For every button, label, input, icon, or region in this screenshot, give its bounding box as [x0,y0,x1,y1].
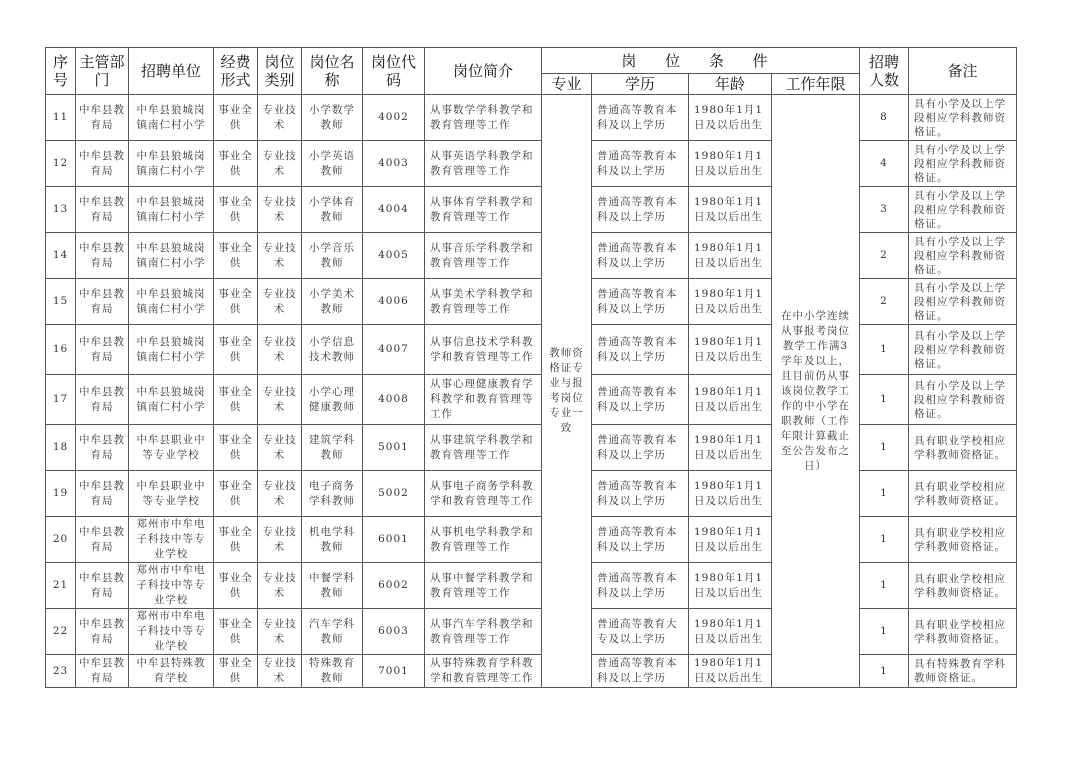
cell-remark: 具有职业学校相应学科教师资格证。 [909,425,1017,471]
table-row [46,471,1017,517]
cell-education: 普通高等教育本科及以上学历 [592,471,689,517]
cell-count: 1 [860,471,909,517]
cell-funding: 事业全供 [214,563,258,609]
cell-no: 19 [46,471,76,517]
cell-unit: 中牟县狼城岗镇南仁村小学 [129,187,214,233]
cell-dept: 中牟县教育局 [76,95,129,141]
cell-position-name: 小学心理健康教师 [302,375,363,425]
cell-age: 1980年1月1日及以后出生 [689,279,772,325]
header-unit: 招聘单位 [129,48,214,95]
cell-intro: 从事中餐学科教学和教育管理等工作 [425,563,542,609]
header-work-years: 工作年限 [772,74,860,95]
cell-count: 4 [860,141,909,187]
cell-intro: 从事音乐学科教学和教育管理等工作 [425,233,542,279]
cell-dept: 中牟县教育局 [76,279,129,325]
table-row [46,425,1017,471]
cell-code: 4008 [363,375,425,425]
cell-position-name: 特殊教育教师 [302,655,363,688]
cell-position-name: 小学英语教师 [302,141,363,187]
cell-unit: 中牟县狼城岗镇南仁村小学 [129,279,214,325]
cell-education: 普通高等教育本科及以上学历 [592,425,689,471]
cell-education: 普通高等教育本科及以上学历 [592,95,689,141]
cell-category: 专业技术 [258,279,302,325]
cell-funding: 事业全供 [214,609,258,655]
cell-no: 14 [46,233,76,279]
cell-remark: 具有职业学校相应学科教师资格证。 [909,609,1017,655]
table-row [46,655,1017,688]
cell-intro: 从事心理健康教育学科教学和教育管理等工作 [425,375,542,425]
cell-no: 15 [46,279,76,325]
cell-unit: 郑州市中牟电子科技中等专业学校 [129,563,214,609]
cell-education: 普通高等教育本科及以上学历 [592,655,689,688]
cell-position-name: 小学数学教师 [302,95,363,141]
cell-count: 1 [860,425,909,471]
cell-category: 专业技术 [258,425,302,471]
header-code: 岗位代码 [363,48,425,95]
cell-dept: 中牟县教育局 [76,471,129,517]
cell-position-name: 建筑学科教师 [302,425,363,471]
cell-remark: 具有职业学校相应学科教师资格证。 [909,517,1017,563]
cell-funding: 事业全供 [214,425,258,471]
cell-count: 2 [860,233,909,279]
cell-dept: 中牟县教育局 [76,325,129,375]
cell-code: 4002 [363,95,425,141]
cell-count: 1 [860,517,909,563]
cell-work-years-merged: 在中小学连续从事报考岗位教学工作满3学年及以上，且目前仍从事该岗位教学工作的中小学在职教师（工作年限计算截止至公告发布之日） [772,95,860,688]
cell-category: 专业技术 [258,233,302,279]
cell-age: 1980年1月1日及以后出生 [689,233,772,279]
cell-no: 17 [46,375,76,425]
header-age: 年龄 [689,74,772,95]
cell-code: 5002 [363,471,425,517]
header-dept: 主管部门 [76,48,129,95]
table-row [46,517,1017,563]
cell-code: 4003 [363,141,425,187]
header-remark: 备注 [909,48,1017,95]
table-row [46,141,1017,187]
table-row [46,375,1017,425]
cell-intro: 从事特殊教育学科教学和教育管理等工作 [425,655,542,688]
cell-dept: 中牟县教育局 [76,187,129,233]
cell-education: 普通高等教育本科及以上学历 [592,233,689,279]
cell-no: 13 [46,187,76,233]
cell-age: 1980年1月1日及以后出生 [689,609,772,655]
cell-major-merged: 教师资格证专业与报考岗位专业一致 [542,95,592,688]
cell-remark: 具有小学及以上学段相应学科教师资格证。 [909,279,1017,325]
cell-no: 16 [46,325,76,375]
cell-category: 专业技术 [258,95,302,141]
cell-age: 1980年1月1日及以后出生 [689,563,772,609]
cell-funding: 事业全供 [214,187,258,233]
cell-remark: 具有小学及以上学段相应学科教师资格证。 [909,375,1017,425]
cell-education: 普通高等教育本科及以上学历 [592,375,689,425]
cell-funding: 事业全供 [214,471,258,517]
cell-position-name: 小学体育教师 [302,187,363,233]
cell-category: 专业技术 [258,609,302,655]
cell-unit: 中牟县狼城岗镇南仁村小学 [129,233,214,279]
cell-count: 1 [860,609,909,655]
cell-code: 4004 [363,187,425,233]
cell-dept: 中牟县教育局 [76,655,129,688]
cell-intro: 从事建筑学科教学和教育管理等工作 [425,425,542,471]
cell-dept: 中牟县教育局 [76,233,129,279]
table-body [46,95,1017,688]
cell-funding: 事业全供 [214,517,258,563]
table-row [46,563,1017,609]
cell-count: 1 [860,375,909,425]
cell-category: 专业技术 [258,471,302,517]
cell-remark: 具有小学及以上学段相应学科教师资格证。 [909,233,1017,279]
cell-no: 12 [46,141,76,187]
cell-education: 普通高等教育本科及以上学历 [592,563,689,609]
cell-age: 1980年1月1日及以后出生 [689,471,772,517]
header-count: 招聘人数 [860,48,909,95]
cell-dept: 中牟县教育局 [76,563,129,609]
cell-remark: 具有职业学校相应学科教师资格证。 [909,563,1017,609]
cell-intro: 从事美术学科教学和教育管理等工作 [425,279,542,325]
cell-unit: 中牟县职业中等专业学校 [129,471,214,517]
cell-no: 22 [46,609,76,655]
cell-code: 4007 [363,325,425,375]
cell-unit: 中牟县狼城岗镇南仁村小学 [129,95,214,141]
cell-intro: 从事机电学科教学和教育管理等工作 [425,517,542,563]
cell-age: 1980年1月1日及以后出生 [689,95,772,141]
cell-funding: 事业全供 [214,655,258,688]
cell-age: 1980年1月1日及以后出生 [689,187,772,233]
cell-unit: 郑州市中牟电子科技中等专业学校 [129,517,214,563]
cell-code: 7001 [363,655,425,688]
cell-unit: 中牟县狼城岗镇南仁村小学 [129,375,214,425]
table-row [46,279,1017,325]
cell-category: 专业技术 [258,141,302,187]
cell-position-name: 中餐学科教师 [302,563,363,609]
cell-unit: 中牟县狼城岗镇南仁村小学 [129,141,214,187]
cell-remark: 具有小学及以上学段相应学科教师资格证。 [909,187,1017,233]
cell-count: 1 [860,655,909,688]
cell-count: 3 [860,187,909,233]
cell-count: 1 [860,325,909,375]
cell-category: 专业技术 [258,325,302,375]
cell-dept: 中牟县教育局 [76,375,129,425]
cell-code: 4005 [363,233,425,279]
cell-unit: 中牟县特殊教育学校 [129,655,214,688]
table-header [46,48,1017,95]
cell-no: 18 [46,425,76,471]
cell-education: 普通高等教育本科及以上学历 [592,141,689,187]
cell-unit: 中牟县狼城岗镇南仁村小学 [129,325,214,375]
cell-position-name: 小学信息技术教师 [302,325,363,375]
header-intro: 岗位简介 [425,48,542,95]
header-major: 专业 [542,74,592,95]
cell-funding: 事业全供 [214,279,258,325]
cell-category: 专业技术 [258,563,302,609]
cell-funding: 事业全供 [214,95,258,141]
cell-category: 专业技术 [258,187,302,233]
cell-code: 6002 [363,563,425,609]
cell-remark: 具有小学及以上学段相应学科教师资格证。 [909,141,1017,187]
cell-age: 1980年1月1日及以后出生 [689,517,772,563]
cell-no: 21 [46,563,76,609]
cell-intro: 从事数学学科教学和教育管理等工作 [425,95,542,141]
cell-remark: 具有小学及以上学段相应学科教师资格证。 [909,325,1017,375]
cell-dept: 中牟县教育局 [76,425,129,471]
cell-no: 23 [46,655,76,688]
header-name: 岗位名称 [302,48,363,95]
table-row [46,233,1017,279]
cell-code: 6001 [363,517,425,563]
cell-intro: 从事英语学科教学和教育管理等工作 [425,141,542,187]
cell-position-name: 电子商务学科教师 [302,471,363,517]
cell-dept: 中牟县教育局 [76,141,129,187]
table-row [46,609,1017,655]
header-education: 学历 [592,74,689,95]
cell-age: 1980年1月1日及以后出生 [689,141,772,187]
cell-education: 普通高等教育本科及以上学历 [592,279,689,325]
cell-unit: 中牟县职业中等专业学校 [129,425,214,471]
cell-remark: 具有小学及以上学段相应学科教师资格证。 [909,95,1017,141]
cell-position-name: 小学美术教师 [302,279,363,325]
cell-intro: 从事汽车学科教学和教育管理等工作 [425,609,542,655]
cell-age: 1980年1月1日及以后出生 [689,655,772,688]
cell-funding: 事业全供 [214,233,258,279]
cell-intro: 从事体育学科教学和教育管理等工作 [425,187,542,233]
header-no: 序号 [46,48,76,95]
header-funding: 经费形式 [214,48,258,95]
cell-code: 5001 [363,425,425,471]
cell-no: 20 [46,517,76,563]
cell-remark: 具有职业学校相应学科教师资格证。 [909,471,1017,517]
table-row [46,95,1017,141]
cell-funding: 事业全供 [214,141,258,187]
cell-count: 1 [860,563,909,609]
header-category: 岗位类别 [258,48,302,95]
cell-education: 普通高等教育本科及以上学历 [592,325,689,375]
cell-funding: 事业全供 [214,325,258,375]
cell-age: 1980年1月1日及以后出生 [689,325,772,375]
cell-position-name: 机电学科教师 [302,517,363,563]
cell-count: 2 [860,279,909,325]
cell-category: 专业技术 [258,517,302,563]
cell-remark: 具有特殊教育学科教师资格证。 [909,655,1017,688]
cell-dept: 中牟县教育局 [76,517,129,563]
cell-education: 普通高等教育本科及以上学历 [592,517,689,563]
cell-intro: 从事电子商务学科教学和教育管理等工作 [425,471,542,517]
cell-count: 8 [860,95,909,141]
table-row [46,325,1017,375]
cell-position-name: 汽车学科教师 [302,609,363,655]
cell-education: 普通高等教育大专及以上学历 [592,609,689,655]
cell-code: 4006 [363,279,425,325]
cell-education: 普通高等教育本科及以上学历 [592,187,689,233]
cell-unit: 郑州市中牟电子科技中等专业学校 [129,609,214,655]
cell-age: 1980年1月1日及以后出生 [689,375,772,425]
cell-category: 专业技术 [258,375,302,425]
cell-intro: 从事信息技术学科教学和教育管理等工作 [425,325,542,375]
recruitment-table [45,47,1017,688]
cell-position-name: 小学音乐教师 [302,233,363,279]
header-conditions: 岗 位 条 件 [542,48,860,74]
cell-category: 专业技术 [258,655,302,688]
cell-dept: 中牟县教育局 [76,609,129,655]
cell-no: 11 [46,95,76,141]
cell-code: 6003 [363,609,425,655]
table-row [46,187,1017,233]
cell-funding: 事业全供 [214,375,258,425]
cell-age: 1980年1月1日及以后出生 [689,425,772,471]
